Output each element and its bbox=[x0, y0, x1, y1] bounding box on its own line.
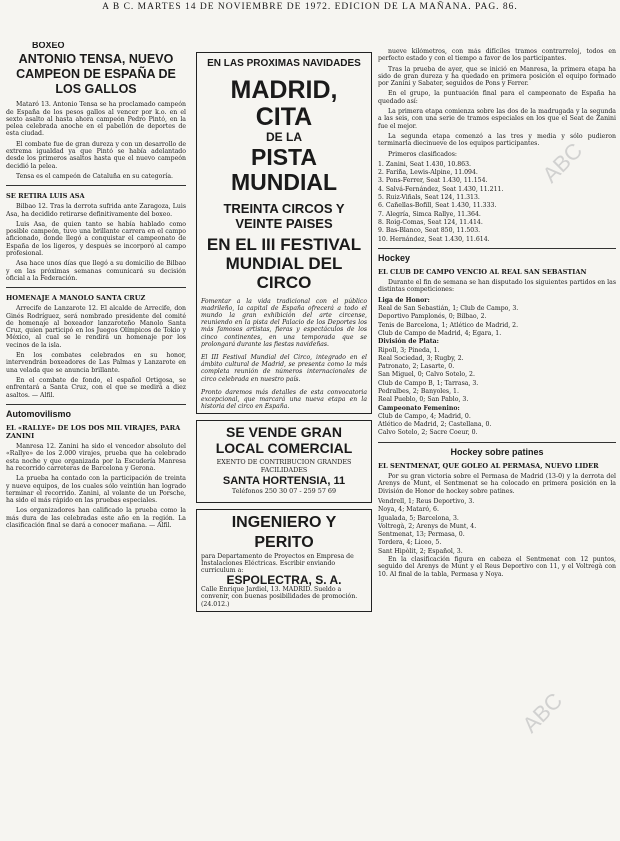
list-item: Real Sociedad, 3; Rugby, 2. bbox=[378, 354, 464, 362]
subhead-homenaje: HOMENAJE A MANOLO SANTA CRUZ bbox=[6, 294, 146, 303]
article-paragraph: nueve kilómetros, con más difíciles tramos contrarreloj, todos en perfecto estado y con el tiempo a favor de los participantes. bbox=[378, 48, 616, 63]
league-label: Liga de Honor: bbox=[378, 296, 430, 304]
column-divider bbox=[6, 404, 186, 405]
job-address: Calle Enrique Jardiel, 13. MADRID. Sueldo a convenir, con buenas posibilidades de promoción. (24.012.) bbox=[201, 586, 358, 608]
list-item: 5. Ruiz-Viñals, Seat 124, 11.313. bbox=[378, 194, 480, 202]
job-ad bbox=[196, 509, 372, 613]
job-company: ESPOLECTRA, S. A. bbox=[226, 572, 342, 587]
list-item: 9. Bas-Blanco, Seat 850, 11.503. bbox=[378, 227, 481, 235]
article-paragraph: La segunda etapa comenzó a las tres y media y sólo pudieron terminarla diecinueve de los equipos participantes. bbox=[378, 132, 616, 148]
list-item: Tenis de Barcelona, 1; Atlético de Madrid, 2. bbox=[378, 321, 519, 329]
article-paragraph: Mataró 13. Antonio Tensa se ha proclamado campeón de España de los pesos gallos al vencer por k.o. en el sexto asalto al hasta ahora campeón Pedro Pintó, en la pelea celebrada anoche en el pabellón de deportes de esta ciudad. bbox=[6, 101, 186, 138]
ad-madrid-title: MADRID, CITA bbox=[230, 76, 338, 132]
article-paragraph: Luis Asa, de quien tanto se había hablado como posible campeón, tuvo una brillante carrera en el campo aficionado, donde llegó a conquistar el campeonato de España de los ligeros, y después se incorporó al campo profesional. bbox=[6, 220, 186, 258]
sale-ad bbox=[196, 420, 372, 502]
section-label-boxing: BOXEO bbox=[32, 42, 65, 50]
column-divider bbox=[378, 248, 616, 249]
list-item: Club de Campo de Madrid, 4; Egara, 1. bbox=[378, 329, 502, 337]
article-paragraph: En la clasificación figura en cabeza el Sentmenat con 12 puntos, seguido del Arenys de Munt y el Reus Deportivo con 11, y el Voltregà con 10. Al final de la tabla, Permasa y Noya. bbox=[378, 556, 616, 578]
article-paragraph: Arrecife de Lanzarote 12. El alcalde de Arrecife, don Ginés Rodríguez, será nombrado presidente del comité de homenaje al boxeador lanzaroteño Manolo Santa Cruz, quien participó en los Juegos Olímpicos de Tokio y México, al cual se le rendirá un homenaje por los vecinos de la isla. bbox=[6, 305, 186, 349]
ad-de-la: DE LA bbox=[266, 130, 302, 145]
ad-treinta-circos: TREINTA CIRCOS Y VEINTE PAISES bbox=[223, 200, 345, 231]
list-item: 1. Zanini, Seat 1.430, 10.863. bbox=[378, 160, 472, 168]
article-paragraph: Tras la prueba de ayer, que se inició en Manresa, la primera etapa ha sido de gran dureza y ha quedado en primera posición el equipo formado por Zanini y Sabater, seguidos de Pons y Ferrer. bbox=[378, 65, 616, 88]
article-paragraph: Los organizadores han calificado la prueba como la más dura de las celebradas este año en la región. La clasificación final se dará a conocer mañana. — Alfil. bbox=[6, 507, 186, 530]
column-divider bbox=[6, 287, 186, 288]
article-paragraph: En el combate de fondo, el español Ortigosa, se enfrentará a Santa Cruz, con el que se medirá a diez asaltos. — Alfil. bbox=[6, 376, 186, 399]
list-item: 3. Pons-Ferrer, Seat 1.430, 11.154. bbox=[378, 177, 488, 185]
subhead-asa: SE RETIRA LUIS ASA bbox=[6, 192, 85, 201]
sale-address: SANTA HORTENSIA, 11 bbox=[222, 474, 346, 487]
article-paragraph: En los combates celebrados en su honor, intervendrán boxeadores de Las Palmas y Lanzarote en una velada que se anuncia brillante. bbox=[6, 352, 186, 374]
column-ads bbox=[196, 52, 372, 618]
sale-note: EXENTO DE CONTRIBUCION GRANDES FACILIDADES bbox=[216, 458, 352, 475]
list-item: Real de San Sebastián, 1; Club de Campo, 3. bbox=[378, 305, 519, 313]
article-paragraph: En el grupo, la puntuación final para el campeonato de España ha quedado así: bbox=[378, 90, 616, 105]
list-item: 10. Hernández, Seat 1.430, 11.614. bbox=[378, 235, 490, 243]
ad-pista-title: PISTA MUNDIAL bbox=[230, 143, 338, 195]
list-item: Atlético de Madrid, 2; Castellana, 0. bbox=[378, 421, 492, 429]
watermark-abc: ABC bbox=[537, 137, 588, 188]
list-item: 6. Cañellas-Bofill, Seat 1.430, 11.333. bbox=[378, 202, 497, 210]
list-item: 4. Salvá-Fernández, Seat 1.430, 11.211. bbox=[378, 185, 504, 193]
list-item: Patronato, 2; Lasarte, 0. bbox=[378, 363, 455, 371]
ad-body-text: El III Festival Mundial del Circo, integrado en el ámbito cultural de Madrid, se presenta como la más completa reunión de números internacionales de circo celebrada en nuestro país. bbox=[201, 354, 367, 383]
ad-body-text: Pronto daremos más detalles de esta convocatoria excepcional, que marcará una nueva etapa en la historia del circo en España. bbox=[201, 388, 367, 411]
list-item: 7. Alegría, Simca Rallye, 11.364. bbox=[378, 210, 481, 218]
column-divider bbox=[6, 185, 186, 186]
list-item: Voltregà, 2; Arenys de Munt, 4. bbox=[378, 522, 477, 530]
list-item: Tordera, 4; Liceo, 5. bbox=[378, 539, 442, 547]
subhead-rallye: EL «RALLYE» DE LOS DOS MIL VIRAJES, PARA ZANINI bbox=[6, 424, 181, 441]
job-text: para Departamento de Proyectos en Empresa de Instalaciones Eléctricas. Escribir enviando curriculum a: bbox=[201, 552, 354, 575]
list-item: Vendrell, 1; Reus Deportivo, 3. bbox=[378, 497, 475, 505]
list-item: Deportivo Pamplonés, 0; Bilbao, 2. bbox=[378, 313, 487, 321]
sale-phone: Teléfonos 250 30 07 - 259 57 69 bbox=[231, 486, 337, 495]
list-item: Igualada, 5; Barcelona, 3. bbox=[378, 514, 459, 522]
section-label-motor: Automovilismo bbox=[6, 408, 72, 419]
headline-tensa: ANTONIO TENSA, NUEVO CAMPEON DE ESPAÑA DE LOS GALLOS bbox=[16, 52, 176, 97]
section-label-hockey: Hockey bbox=[378, 252, 411, 263]
article-paragraph: Primeros clasificados: bbox=[388, 150, 457, 158]
list-item: Real Pueblo, 0; San Pablo, 3. bbox=[378, 396, 469, 404]
article-paragraph: Durante el fin de semana se han disputado los siguientes partidos en las distintas competiciones: bbox=[378, 279, 616, 294]
article-paragraph: Asa hace unos días que llegó a su domicilio de Bilbao y en las próximas semanas comunicará su decisión oficial a la Federación. bbox=[6, 260, 186, 282]
article-paragraph: Tensa es el campeón de Cataluña en su categoría. bbox=[16, 172, 173, 180]
section-label-patines: Hockey sobre patines bbox=[450, 446, 544, 457]
job-title: INGENIERO Y PERITO bbox=[231, 513, 337, 551]
column-divider bbox=[378, 442, 616, 443]
list-item: Club de Campo, 4; Madrid, 0. bbox=[378, 412, 471, 420]
subhead-hockey: EL CLUB DE CAMPO VENCIO AL REAL SAN SEBASTIAN bbox=[378, 268, 587, 277]
sale-title: SE VENDE GRAN LOCAL COMERCIAL bbox=[215, 424, 353, 457]
ad-kicker: EN LAS PROXIMAS NAVIDADES bbox=[207, 58, 361, 69]
column-sports bbox=[378, 48, 616, 581]
list-item: 8. Roig-Comas, Seat 124, 11.414. bbox=[378, 218, 483, 226]
subhead-sentmenat: EL SENTMENAT, QUE GOLEO AL PERMASA, NUEVO LIDER bbox=[378, 462, 599, 471]
list-item: Sant Hipòlit, 2; Español, 3. bbox=[378, 547, 463, 555]
list-item: Calvo Sotelo, 2; Sacre Coeur, 0. bbox=[378, 429, 478, 437]
article-paragraph: Bilbao 12. Tras la derrota sufrida ante Zaragoza, Luis Asa, ha decidido retirarse definitivamente del boxeo. bbox=[6, 203, 186, 218]
list-item: Noya, 4; Mataró, 6. bbox=[378, 506, 439, 514]
page-header: A B C. MARTES 14 DE NOVIEMBRE DE 1972. EDICION DE LA MAÑANA. PAG. 86. bbox=[102, 2, 518, 12]
ad-body-text: Fomentar a la vida tradicional con el público madrileño, la capital de España ofrecerá a todo el mundo la gran exhibición del arte circense, reuniendo en la pista del Palacio de los Deportes los más famosos artistas, fieras y espectáculos de los cinco continentes, en una temporada que se prolongará durante las fiestas navideñas. bbox=[201, 297, 367, 348]
list-item: San Miguel, 0; Calvo Sotelo, 2. bbox=[378, 371, 475, 379]
rally-results bbox=[378, 161, 616, 243]
league-label: División de Plata: bbox=[378, 338, 439, 346]
article-paragraph: Manresa 12. Zanini ha sido el vencedor absoluto del «Rallye» de los 2.000 virajes, prueba que ha celebrado esta noche y que organizada por la Escudería Manresa ha recorrido carreteras de Barcelona y Gerona. bbox=[6, 443, 186, 472]
article-paragraph: La primera etapa comienza sobre las dos de la madrugada y la segunda a las seis, con una serie de tramos especiales en los que el Seat de Zanini fue el mejor. bbox=[378, 108, 616, 130]
list-item: Pedralbes, 2; Banyoles, 1. bbox=[378, 387, 459, 395]
column-boxing bbox=[6, 42, 186, 532]
watermark-abc: ABC bbox=[517, 687, 568, 738]
list-item: 2. Fariña, Lewis-Alpine, 11.094. bbox=[378, 169, 478, 177]
league-label: Campeonato Femenino: bbox=[378, 404, 460, 412]
list-item: Sentmenat, 13; Permasa, 0. bbox=[378, 531, 465, 539]
list-item: Ripoll, 3; Pineda, 1. bbox=[378, 346, 440, 354]
article-paragraph: El combate fue de gran dureza y con un desarrollo de extrema igualdad ya que Pintó se había adelantado desde los primeros asaltos hasta que el nuevo campeón decidió la pelea. bbox=[6, 140, 186, 170]
ad-festival: EN EL III FESTIVAL MUNDIAL DEL CIRCO bbox=[206, 234, 362, 292]
list-item: Club de Campo B, 1; Tarrasa, 3. bbox=[378, 379, 479, 387]
article-paragraph: Por su gran victoria sobre el Permasa de Madrid (13-0) y la derrota del Arenys de Munt, el Sentmenat se ha colocado en primera posición en la División de Honor de hockey sobre patines. bbox=[378, 473, 616, 495]
article-paragraph: La prueba ha contado con la participación de treinta y nueve equipos, de los cuales sólo veintiún han logrado terminar el recorrido. Zanini, al volante de un Porsche, ha sido el más rápido en las pruebas especiales. bbox=[6, 475, 186, 505]
circus-ad bbox=[196, 52, 372, 414]
